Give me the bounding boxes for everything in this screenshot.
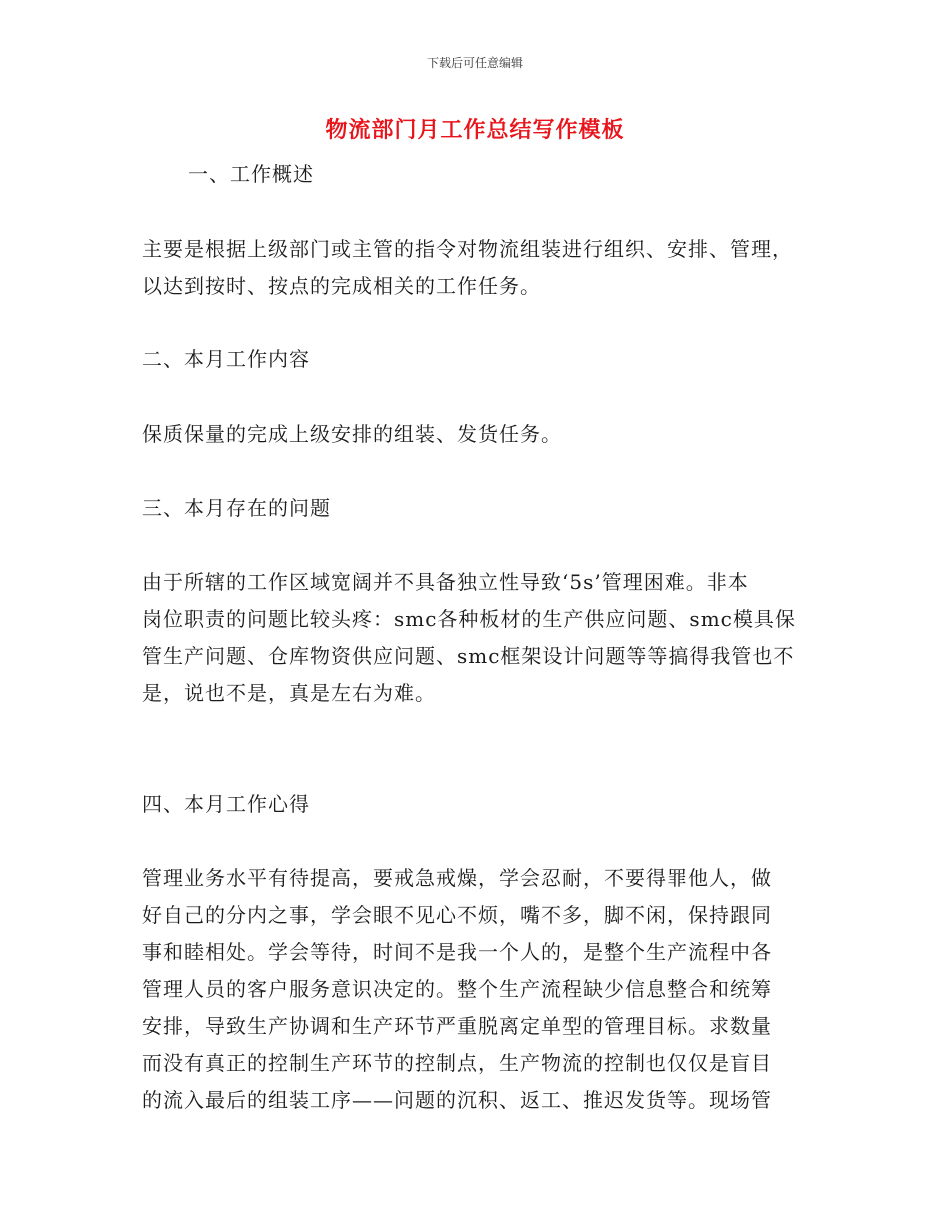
paragraph-line: 管生产问题、仓库物资供应问题、smc框架设计问题等等搞得我管也不	[142, 644, 795, 668]
section-heading-content: 二、本月工作内容	[142, 347, 310, 371]
section-heading-insights: 四、本月工作心得	[142, 792, 310, 816]
section-heading-overview: 一、工作概述	[188, 162, 314, 186]
paragraph-line: 是，说也不是，真是左右为难。	[142, 681, 436, 705]
paragraph-line: 的流入最后的组装工序——问题的沉积、返工、推迟发货等。现场管	[142, 1088, 772, 1112]
paragraph-line: 主要是根据上级部门或主管的指令对物流组装进行组织、安排、管理，	[142, 237, 793, 261]
paragraph-line: 保质保量的完成上级安排的组装、发货任务。	[142, 422, 562, 446]
paragraph-line: 而没有真正的控制生产环节的控制点，生产物流的控制也仅仅是盲目	[142, 1051, 772, 1075]
paragraph-line: 事和睦相处。学会等待，时间不是我一个人的，是整个生产流程中各	[142, 940, 772, 964]
document-title: 物流部门月工作总结写作模板	[325, 117, 625, 143]
paragraph-line: 由于所辖的工作区域宽阔并不具备独立性导致‘5s’管理困难。非本	[142, 570, 749, 594]
paragraph-line: 以达到按时、按点的完成相关的工作任务。	[142, 274, 541, 298]
paragraph-line: 好自己的分内之事，学会眼不见心不烦，嘴不多，脚不闲，保持跟同	[142, 903, 772, 927]
paragraph-line: 安排，导致生产协调和生产环节严重脱离定单型的管理目标。求数量	[142, 1014, 772, 1038]
page-header: 下载后可任意编辑	[426, 56, 523, 70]
paragraph-line: 管理业务水平有待提高，要戒急戒燥，学会忍耐，不要得罪他人，做	[142, 866, 772, 890]
section-heading-problems: 三、本月存在的问题	[142, 496, 331, 520]
paragraph-line: 管理人员的客户服务意识决定的。整个生产流程缺少信息整合和统筹	[142, 977, 772, 1001]
paragraph-line: 岗位职责的问题比较头疼：smc各种板材的生产供应问题、smc模具保	[142, 607, 796, 631]
